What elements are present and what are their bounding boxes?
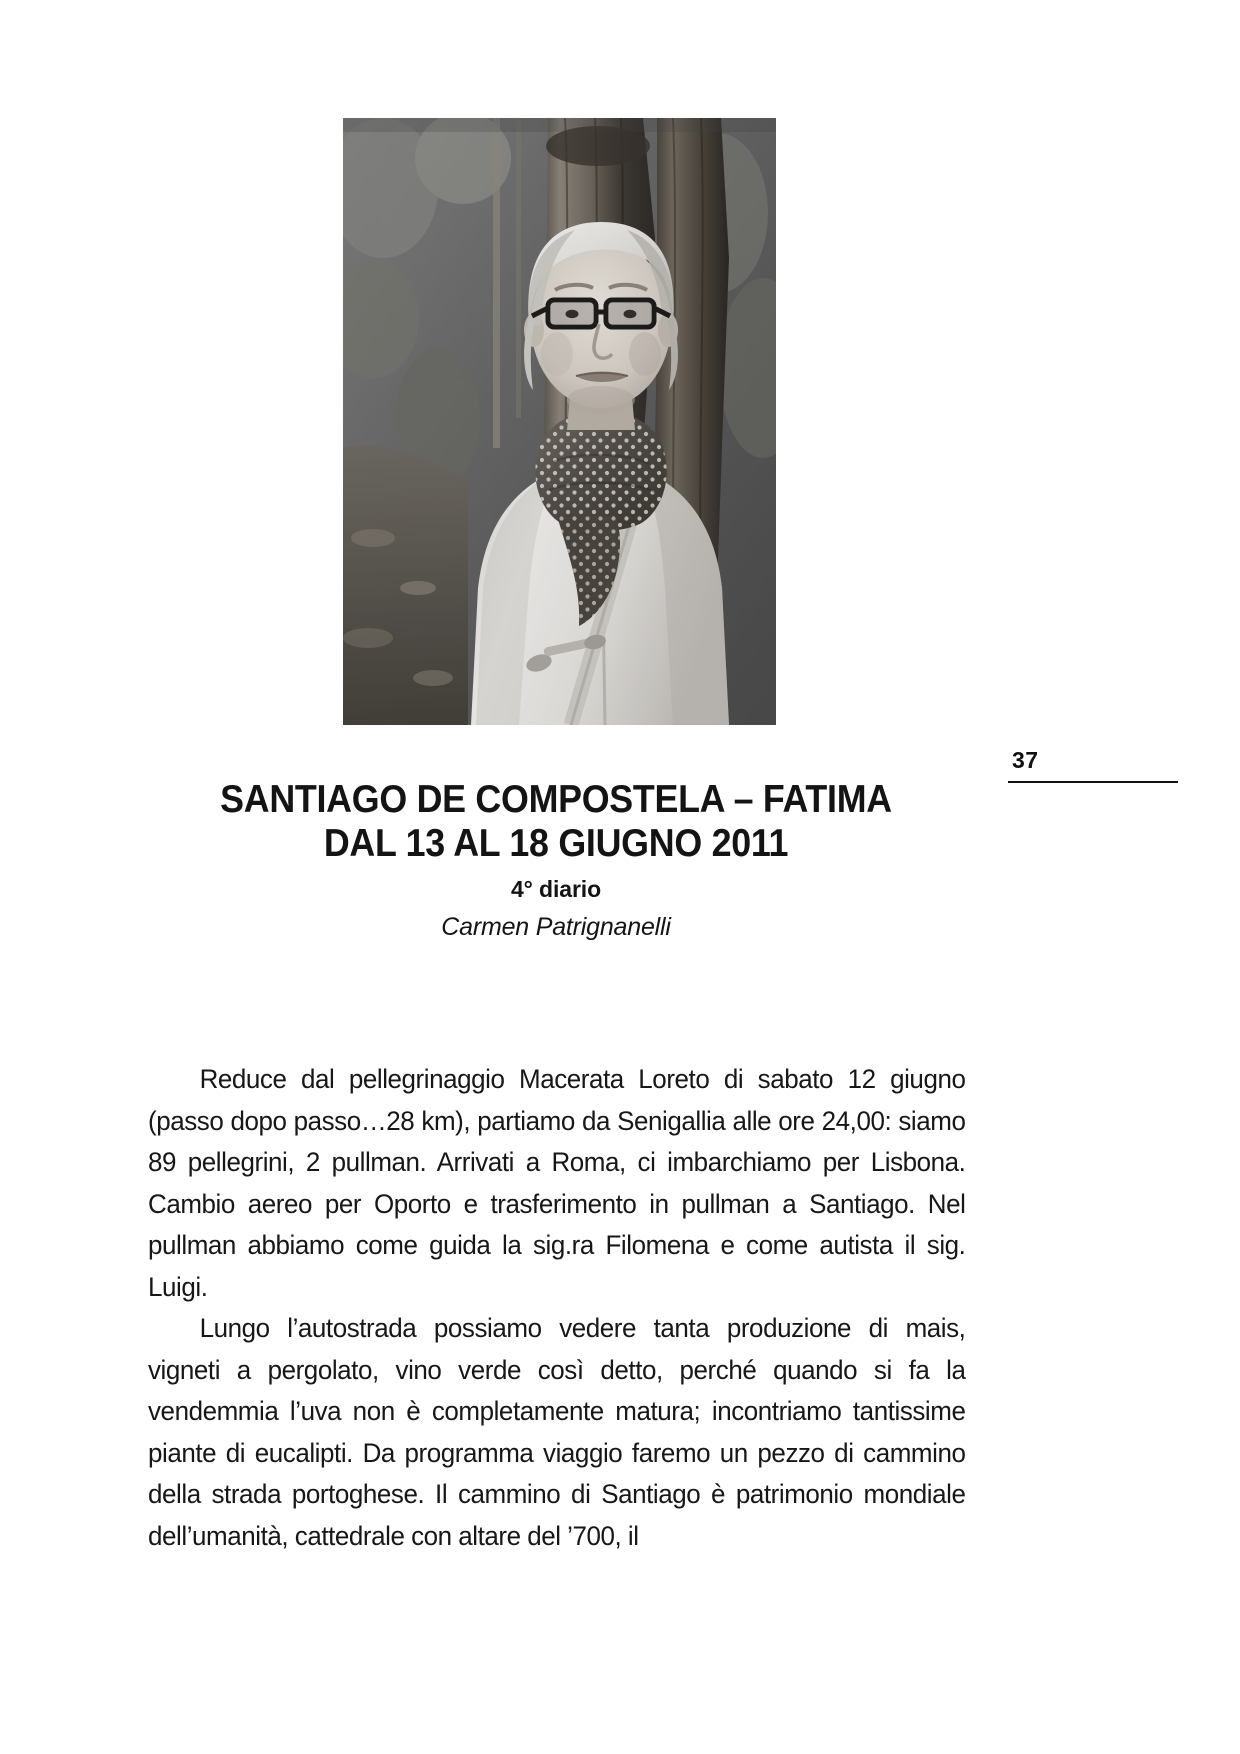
title-line-1: SANTIAGO DE COMPOSTELA – FATIMA [220, 778, 892, 821]
portrait-photograph [343, 118, 776, 725]
article-header [148, 778, 964, 944]
folio [1008, 748, 1178, 783]
portrait-photograph-image [343, 118, 776, 725]
paragraph: Reduce dal pellegrinaggio Macerata Loreto di sabato 12 giugno (passo dopo passo…28 km), partiamo da Senigallia alle ore 24,00: siamo 89 pellegrini, 2 pullman. Arrivati a Roma, ci imbarchiamo per Lisbona. Cambio aereo per Oporto e trasferimento in pullman a Santiago. Nel pullman abbiamo come guida la sig.ra Filomena e come autista il sig. Luigi. [148, 1063, 966, 1302]
article-subtitle: 4° diario [510, 876, 602, 902]
paragraph: Lungo l’autostrada possiamo vedere tanta produzione di mais, vigneti a pergolato, vino verde così detto, perché quando si fa la vendemmia l’uva non è completamente matura; incontriamo tantissime piante di eucalipti. Da programma viaggio faremo un pezzo di cammino della strada portoghese. Il cammino di Santiago è patrimonio mondiale dell’umanità, cattedrale con altare del ’700, il [148, 1312, 966, 1551]
article-author: Carmen Patrignanelli [441, 913, 671, 941]
article-body [148, 1058, 966, 1556]
title-line-2: DAL 13 AL 18 GIUGNO 2011 [323, 822, 789, 865]
page-number: 37 [1012, 747, 1039, 773]
folio-rule [1008, 781, 1178, 783]
